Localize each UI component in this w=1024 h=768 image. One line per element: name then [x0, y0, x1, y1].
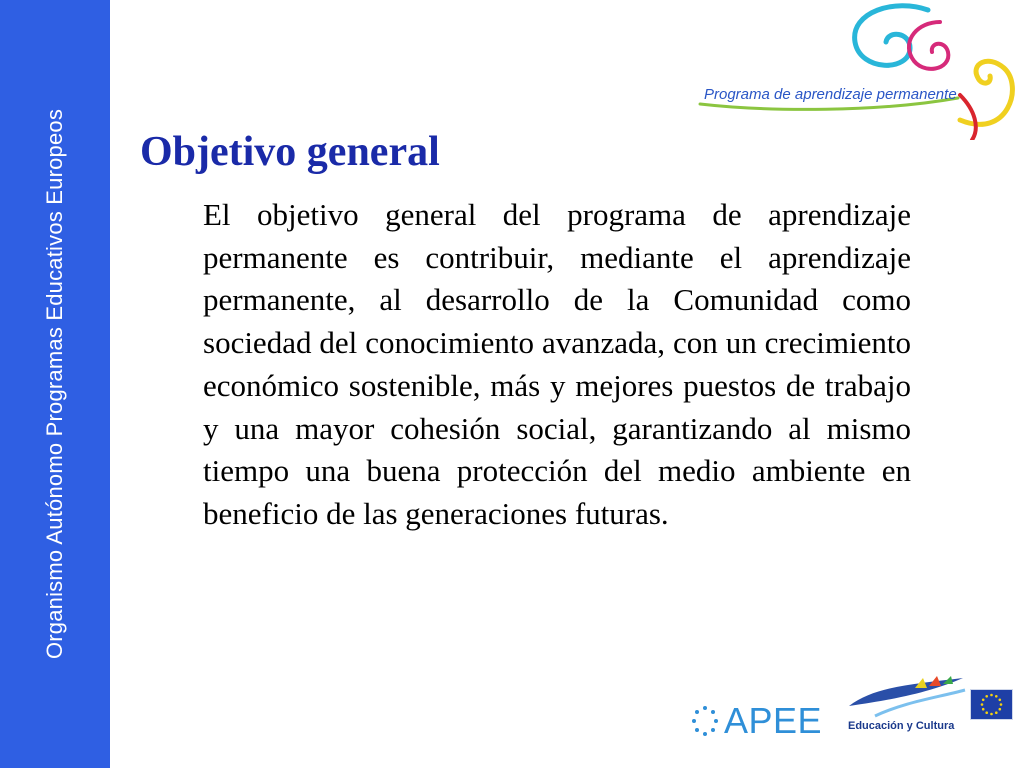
educacion-swoosh-icon — [845, 676, 970, 720]
programa-logo-caption: Programa de aprendizaje permanente — [704, 86, 957, 103]
apee-dots-icon — [690, 704, 720, 744]
programa-logo — [690, 0, 1024, 140]
apee-logo — [690, 700, 840, 748]
educacion-cultura-logo — [845, 676, 970, 746]
apee-logo-text: APEE — [724, 700, 823, 741]
sidebar — [0, 0, 110, 768]
sidebar-label: Organismo Autónomo Programas Educativos Europeos — [42, 108, 67, 660]
page-title: Objetivo general — [140, 129, 440, 175]
spiral-logo-icon — [690, 0, 1024, 140]
eu-flag-icon — [970, 689, 1013, 720]
body-paragraph: El objetivo general del programa de aprendizaje permanente es contribuir, mediante el aprendizaje permanente, al desarrollo de la Comunidad como sociedad del conocimiento avanzada, con un crecimiento económico sostenible, más y mejores puestos de trabajo y una mayor cohesión social, garantizando al mismo tiempo una buena protección del medio ambiente en beneficio de las generaciones futuras. — [203, 197, 911, 531]
educacion-cultura-text: Educación y Cultura — [848, 720, 955, 732]
